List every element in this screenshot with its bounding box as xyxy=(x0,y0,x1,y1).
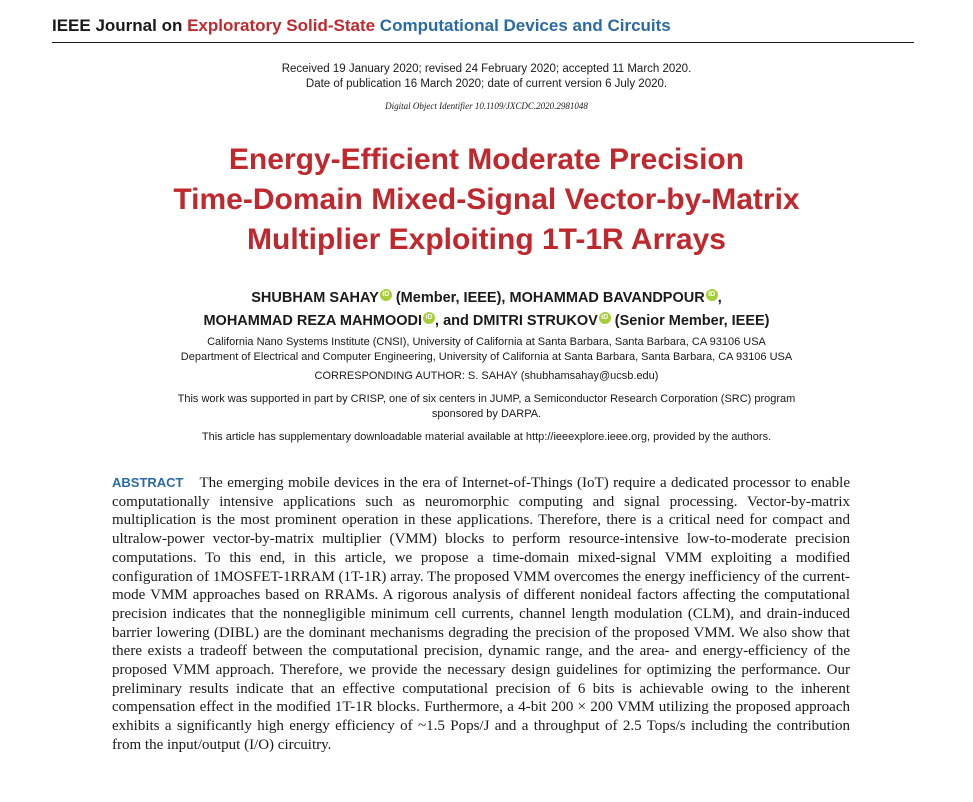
publication-dates xyxy=(0,62,973,92)
received-line: Received 19 January 2020; revised 24 February 2020; accepted 11 March 2020. xyxy=(281,63,692,75)
orcid-icon[interactable]: iD xyxy=(706,289,718,301)
author-name: SHUBHAM SAHAY xyxy=(251,290,379,306)
paper-title xyxy=(0,140,973,260)
journal-name-part-1: IEEE Journal on xyxy=(52,16,188,35)
journal-name-part-3: Computational Devices and Circuits xyxy=(379,16,671,35)
abstract-text: The emerging mobile devices in the era of Internet-of-Things (IoT) require a dedicated processor to enable computationally intensive applications such as neuromorphic computing and signal processing. Vector-by-matrix multiplication is the most prominent operation in these applications. Therefore, there is a critical need for compact and ultralow-power vector-by-matrix multiplier (VMM) blocks to perform resource-intensive low-to-moderate precision computations. To this end, in this article, we propose a time-domain mixed-signal VMM exploiting a modified configuration of 1MOSFET-1RRAM (1T-1R) array. The proposed VMM overcomes the energy inefficiency of the current-mode VMM approaches based on RRAMs. A rigorous analysis of different nonideal factors affecting the computational precision indicates that the nonnegligible minimum cell currents, channel length modulation (CLM), and drain-induced barrier lowering (DIBL) are the dominant mechanisms degrading the precision of the proposed VMM. We also show that there exists a tradeoff between the computational precision, dynamic range, and the area- and energy-efficiency of the proposed VMM approach. Therefore, we provide the necessary design guidelines for optimizing the performance. Our preliminary results indicate that an effective computational precision of 6 bits is achievable owing to the inherent compensation effect in the modified 1T-1R blocks. Furthermore, a 4-bit 200 × 200 VMM utilizing the proposed approach exhibits a significantly high energy efficiency of ~1.5 Pops/J and a throughput of 2.5 Tops/s including the contribution from the input/output (I/O) circuitry. xyxy=(112,475,850,753)
author-name: MOHAMMAD REZA MAHMOODI xyxy=(203,313,423,329)
journal-header xyxy=(52,14,914,43)
corresponding-author: CORRESPONDING AUTHOR: S. SAHAY (shubhamsahay@ucsb.edu) xyxy=(314,370,659,382)
title-line-2: Time-Domain Mixed-Signal Vector-by-Matrix xyxy=(173,183,800,216)
abstract xyxy=(112,474,850,755)
title-line-1: Energy-Efficient Moderate Precision xyxy=(228,143,745,176)
author-line-2 xyxy=(0,310,973,333)
author-line-1 xyxy=(0,287,973,310)
author-role: (Senior Member, IEEE) xyxy=(610,313,770,329)
abstract-label: ABSTRACT xyxy=(112,475,184,490)
orcid-icon[interactable]: iD xyxy=(599,312,611,324)
author-separator: , xyxy=(717,290,722,306)
affiliations xyxy=(0,335,973,384)
affiliation-line: California Nano Systems Institute (CNSI), University of California at Santa Barbara, Santa Barbara, CA 93106 USA xyxy=(207,336,766,348)
supplementary-note: This article has supplementary downloadable material available at http://ieeexplore.ieee.org, provided by the authors. xyxy=(201,431,772,443)
funding-line: sponsored by DARPA. xyxy=(431,407,542,420)
author-role: (Member, IEEE), xyxy=(391,290,510,306)
funding-note xyxy=(0,392,973,421)
orcid-icon[interactable]: iD xyxy=(423,312,435,324)
author-name: DMITRI STRUKOV xyxy=(472,313,598,329)
publication-line: Date of publication 16 March 2020; date of current version 6 July 2020. xyxy=(305,78,668,90)
funding-line: This work was supported in part by CRISP, one of six centers in JUMP, a Semiconductor Research Corporation (SRC) program xyxy=(177,393,796,405)
author-list xyxy=(0,287,973,333)
orcid-icon[interactable]: iD xyxy=(380,289,392,301)
author-name: MOHAMMAD BAVANDPOUR xyxy=(509,290,705,306)
title-line-3: Multiplier Exploiting 1T-1R Arrays xyxy=(247,223,726,256)
doi: Digital Object Identifier 10.1109/JXCDC.2020.2981048 xyxy=(385,101,588,111)
journal-name-part-2: Exploratory Solid-State xyxy=(187,16,380,35)
author-separator: , and xyxy=(435,313,473,329)
affiliation-line: Department of Electrical and Computer Engineering, University of California at Santa Barbara, Santa Barbara, CA 93106 USA xyxy=(180,350,793,363)
